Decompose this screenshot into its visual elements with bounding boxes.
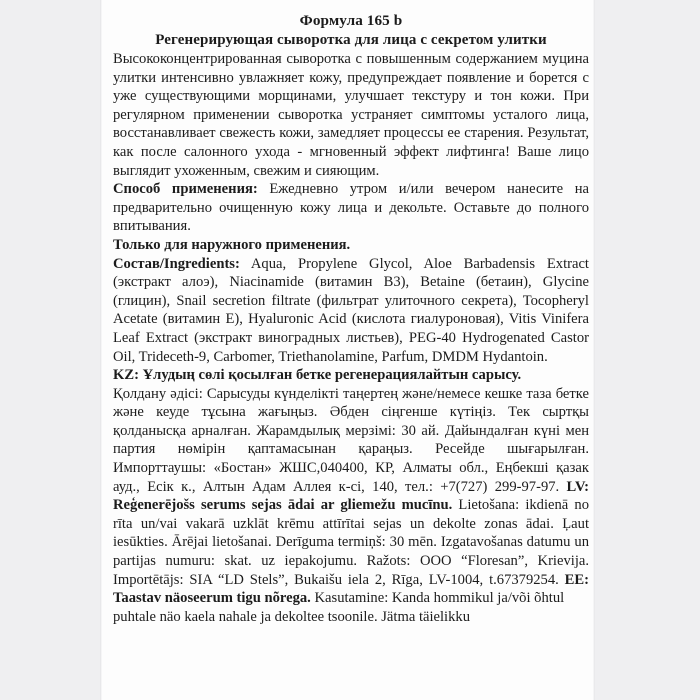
kz-body: Қолдану әдісі: Сарысуды күнделікті таңертең және/немесе кешке таза бетке және кеуде тұсына жағыңыз. Әбден сіңгенше күтіңіз. Тек сыртқы қолданысқа арналған. Жарамдылық мерзімі: 30 ай. Дайындалған күні мен партия нөмірін қаптамасынан қараңыз. Ресейде шығарылған. Импорттаушы: «Бостан» ЖШС,040400, КР, Алматы обл., Еңбекші қазак ауд., Есік к., Алтын Адам Аллея к-сі, 140, тел.: +7(727) 299-97-97. bbox=[113, 385, 589, 495]
ingredients-body: Aqua, Propylene Glycol, Aloe Barbadensis Extract (экстракт алоэ), Niacinamide (витамин В3), Betaine (бетаин), Glycine (глицин), Snail secretion filtrate (фильтрат улиточного секрета), Tocopheryl Acetate (витамин Е), Hyaluronic Acid (кислота гиалуроновая), Vitis Vinifera Leaf Extract (экстракт виноградных листьев), PEG-40 Hydrogenated Castor Oil, Trideceth-9, Carbomer, Triethanolamine, Parfum, DMDM Hydantoin. bbox=[113, 255, 589, 365]
usage-paragraph bbox=[113, 180, 589, 236]
kz-heading: KZ: Ұлудың сөлі қосылған бетке регенерациялайтын сарысу. bbox=[113, 367, 522, 384]
label-text-column bbox=[113, 11, 589, 626]
usage-body: Ежедневно утром и/или вечером нанесите на предварительно очищенную кожу лица и декольте. Оставьте до полного впитывания. bbox=[113, 181, 589, 235]
multilang-paragraph bbox=[113, 385, 589, 608]
ingredients-heading: Состав/Ingredients: bbox=[113, 255, 240, 272]
description-paragraph: Высококонцентрированная сыворотка с повышенным содержанием муцина улитки интенсивно увлажняет кожу, предупреждает появление и борется с уже существующими морщинами, улучшает текстуру и тон кожи. При регулярном применении сыворотка устраняет симптомы усталого лица, восстанавливает свежесть кожи, замедляет процессы ее старения. Результат, как после салонного ухода - мгновенный эффект лифтинга! Ваше лицо выглядит ухоженным, свежим и сияющим. bbox=[113, 51, 589, 179]
ee-body: Kasutamine: Kanda hommikul ja/või õhtul bbox=[310, 590, 565, 607]
ee-cut-off-line: puhtale näo kaela nahale ja dekoltee tsoonile. Jätma täielikku bbox=[113, 608, 471, 625]
lv-heading: LV: Reģenerējošs serums sejas ādai ar gliemežu mucīnu. bbox=[113, 478, 589, 514]
usage-heading: Способ применения: bbox=[113, 181, 258, 198]
ingredients-paragraph bbox=[113, 255, 589, 367]
external-use-warning: Только для наружного применения. bbox=[113, 236, 351, 253]
formula-title: Формула 165 b bbox=[299, 12, 403, 29]
ee-heading: EE: Taastav näoseerum tigu nõrega. bbox=[113, 571, 589, 607]
product-name-title: Регенерирующая сыворотка для лица с секретом улитки bbox=[155, 31, 547, 48]
product-label-panel bbox=[100, 0, 595, 700]
lv-body: Lietošana: ikdienā no rīta un/vai vakarā uzklāt krēmu attīrītai sejas un dekolte zonas ādai. Ļaut iesūkties. Ārējai lietošanai. Derīguma termiņš: 30 mēn. Izgatavošanas datumu un partijas numuru: skat. uz iepakojumu. Ražots: OOO “Floresan”, Krievija. Importētājs: SIA “LD Stels”, Bukaišu iela 2, Rīga, LV-1004, t.67379254. bbox=[113, 497, 589, 588]
